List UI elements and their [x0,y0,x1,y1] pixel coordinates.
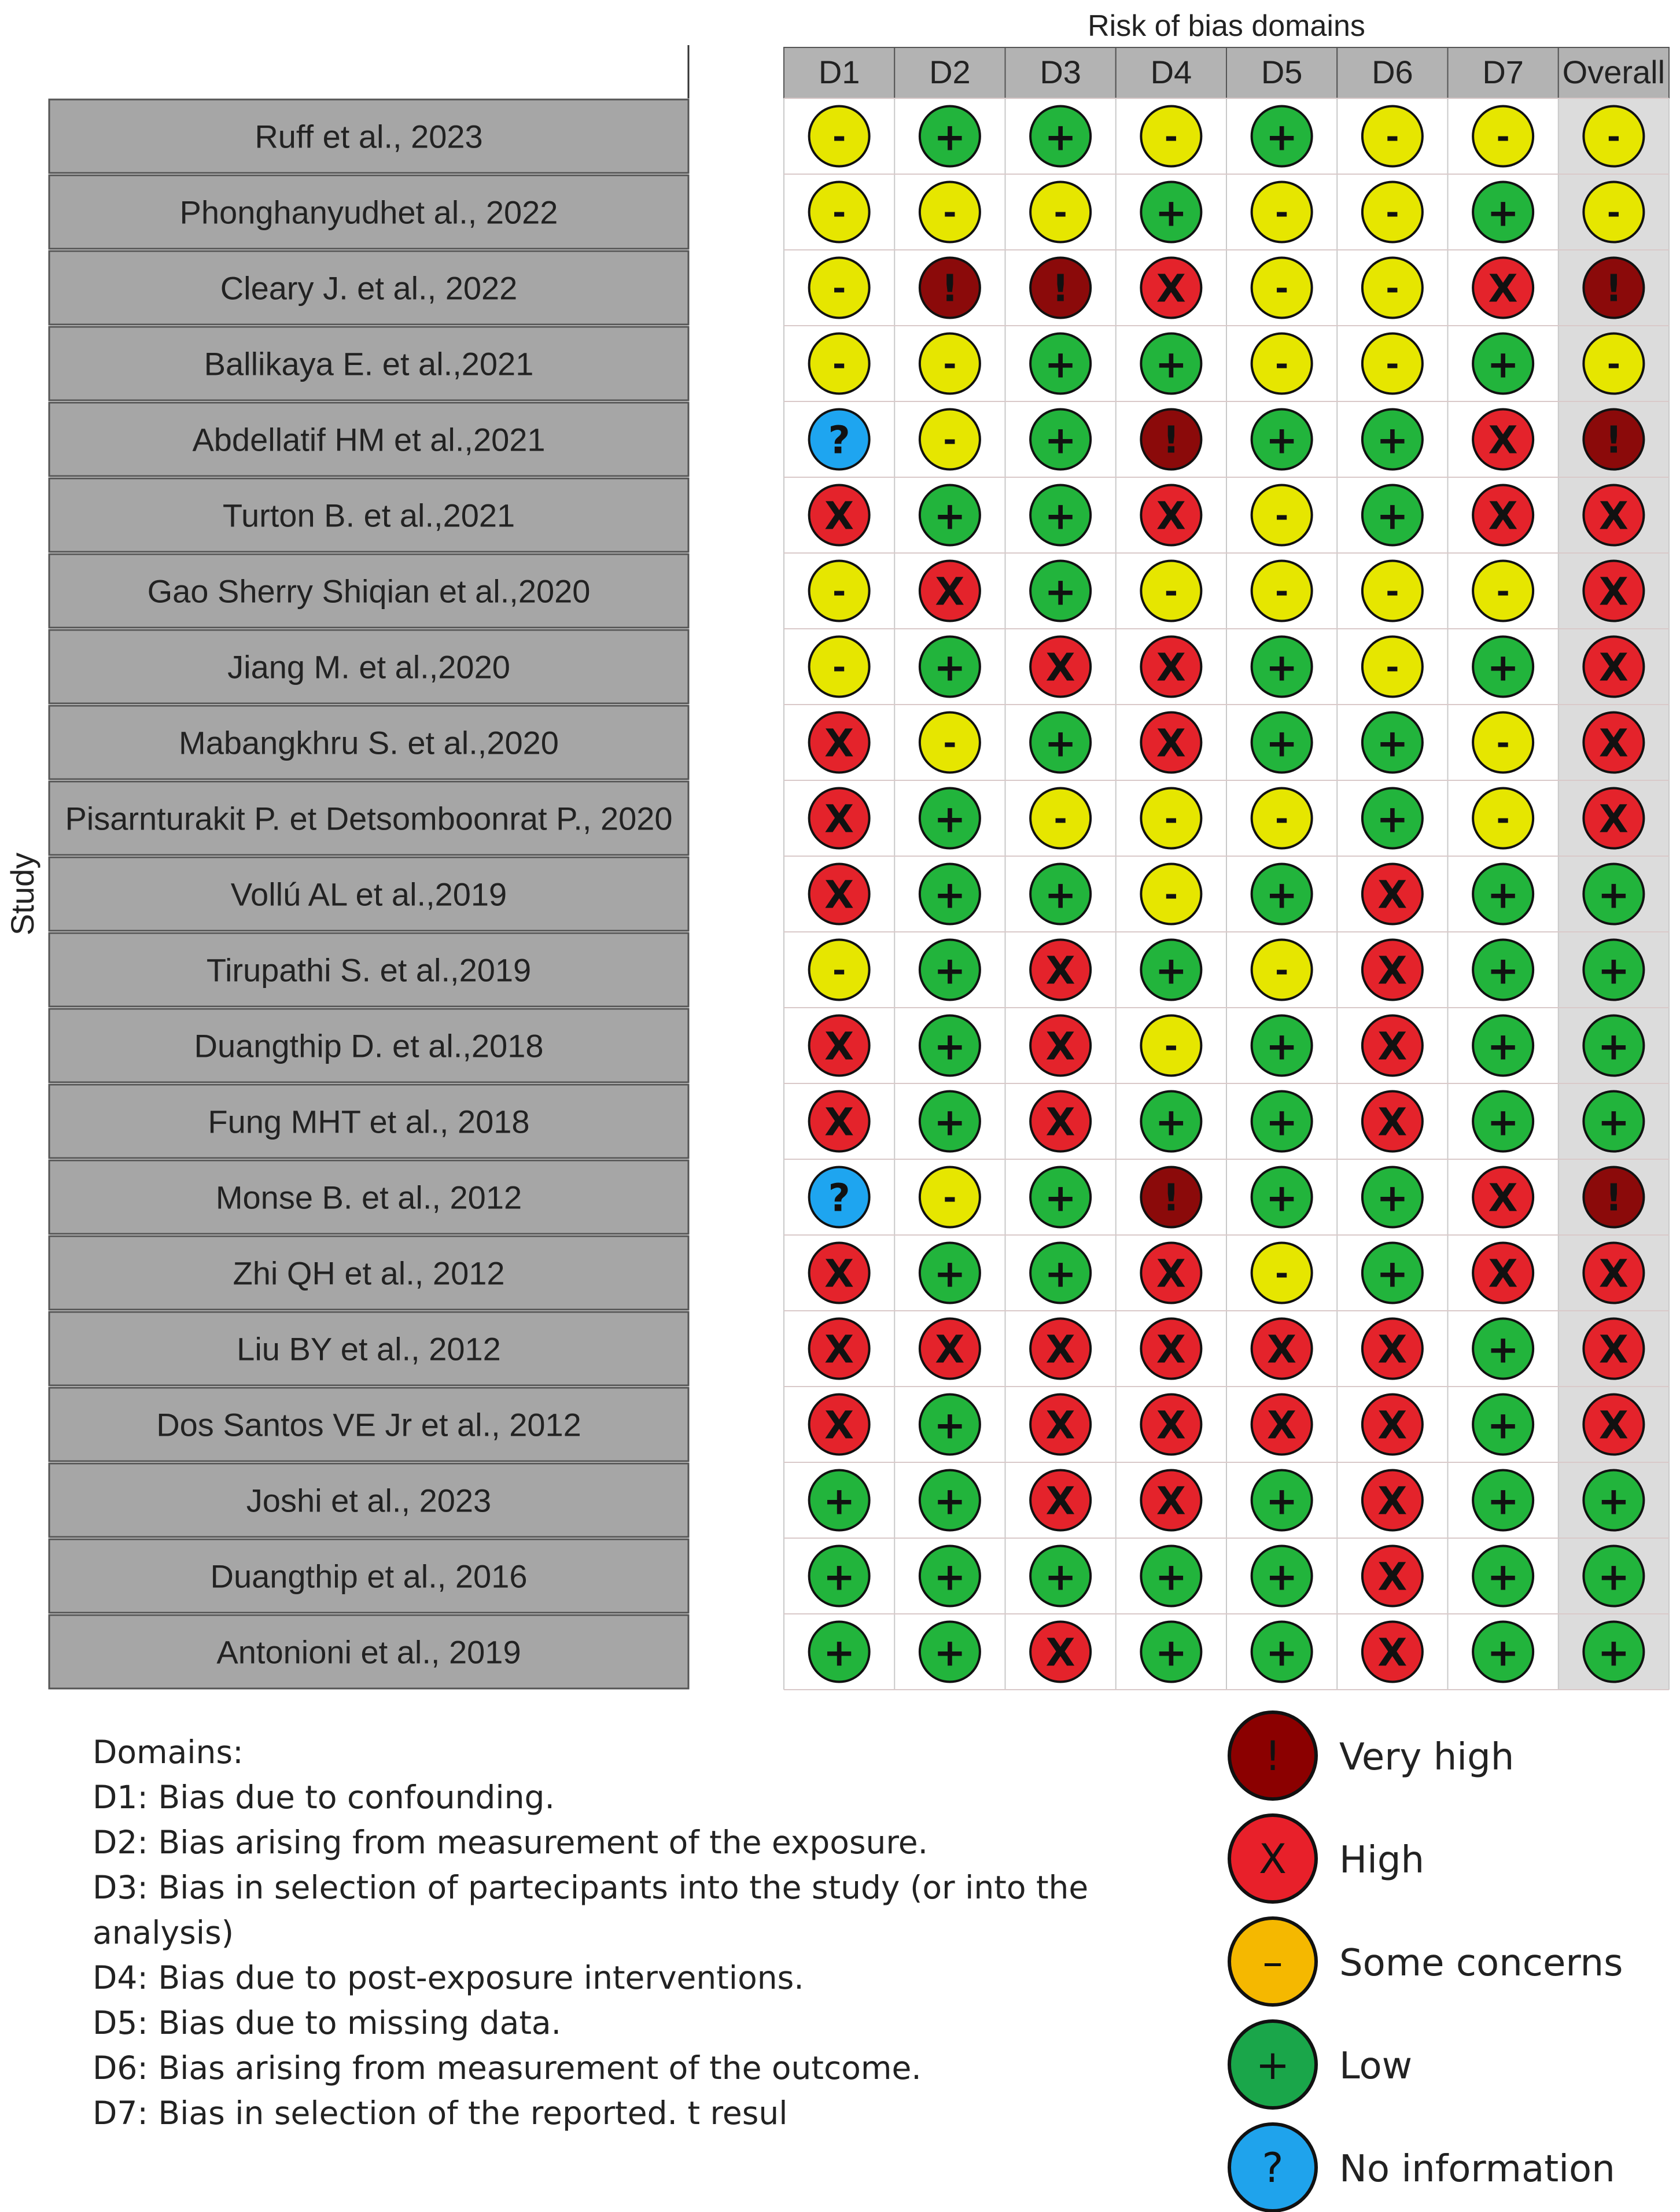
rating-symbol-low: + [934,1251,966,1296]
rating-symbol-high: X [1488,266,1518,311]
rating-symbol-low: + [934,493,966,539]
rating-symbol-veryhigh: ! [1162,1177,1180,1220]
rating-symbol-low: + [1265,1175,1298,1221]
study-label: Dos Santos VE Jr et al., 2012 [156,1406,581,1443]
study-label: Tirupathi S. et al.,2019 [206,952,532,989]
rating-symbol-high: X [824,797,854,842]
domain-line-3-cont: analysis) [93,1914,234,1951]
rating-symbol-some: - [1275,497,1289,535]
rating-symbol-high: X [824,1251,854,1296]
legend-symbol-noinfo: ? [1262,2144,1284,2192]
header-label-d7: D7 [1482,54,1524,90]
rating-symbol-high: X [1377,1024,1408,1069]
rating-symbol-low: + [1597,1479,1630,1524]
rating-symbol-low: + [934,1024,966,1069]
rating-symbol-high: X [824,1403,854,1448]
rating-symbol-some: - [1164,876,1178,914]
rating-symbol-high: X [1598,493,1629,539]
legend-symbol-low: + [1255,2041,1290,2089]
rating-symbol-some: - [832,573,846,611]
rating-symbol-high: X [1488,1175,1518,1221]
rating-symbol-some: - [1386,118,1399,156]
rating-symbol-low: + [1597,872,1630,917]
rating-symbol-high: X [1045,1100,1075,1145]
rating-symbol-some: - [1496,573,1510,611]
header-label-d2: D2 [929,54,971,90]
domain-line-3: D3: Bias in selection of partecipants into the study (or into the [93,1869,1089,1906]
rating-symbol-low: + [1044,1251,1077,1296]
study-label: Liu BY et al., 2012 [237,1330,501,1367]
rating-symbol-high: X [824,721,854,766]
legend-label-some: Some concerns [1339,1942,1623,1985]
rating-symbol-low: + [934,1479,966,1524]
rating-symbol-high: X [935,569,965,614]
rating-symbol-low: + [1044,1175,1077,1221]
rating-symbol-high: X [1377,948,1408,993]
rating-symbol-some: - [832,270,846,308]
rating-symbol-high: X [1377,1403,1408,1448]
rating-symbol-low: + [1487,1327,1519,1372]
rating-symbol-low: + [1265,418,1298,463]
study-label: Cleary J. et al., 2022 [220,270,518,307]
rating-symbol-low: + [1155,1100,1188,1145]
rating-symbol-high: X [1045,1403,1075,1448]
rating-symbol-some: - [1386,270,1399,308]
study-label: Turton B. et al.,2021 [222,497,515,534]
header-label-d1: D1 [818,54,860,90]
rating-symbol-some: - [1164,1027,1178,1066]
rating-symbol-high: X [1156,1403,1186,1448]
rating-symbol-some: - [1275,952,1289,990]
study-label: Mabangkhru S. et al.,2020 [179,724,559,761]
rating-symbol-low: + [1044,418,1077,463]
rating-symbol-low: + [934,115,966,160]
study-label: Vollú AL et al.,2019 [230,876,507,913]
legend-label-noinfo: No information [1339,2148,1615,2191]
rating-symbol-low: + [1265,115,1298,160]
rating-symbol-low: + [1597,1024,1630,1069]
rating-symbol-low: + [1155,342,1188,387]
rating-symbol-high: X [1377,1630,1408,1675]
rating-symbol-some: - [832,952,846,990]
rating-symbol-some: - [832,345,846,384]
rating-symbol-low: + [1487,1403,1519,1448]
rating-symbol-high: X [1377,1327,1408,1372]
rating-symbol-low: + [1265,872,1298,917]
rating-symbol-low: + [1155,1630,1188,1675]
study-label: Duangthip et al., 2016 [210,1558,528,1595]
rating-symbol-low: + [1376,1251,1409,1296]
rating-symbol-high: X [1156,493,1186,539]
header-label-d4: D4 [1150,54,1192,90]
rating-symbol-high: X [1488,418,1518,463]
legend-label-high: High [1339,1839,1425,1882]
rating-symbol-some: - [832,118,846,156]
rating-symbol-low: + [1487,1100,1519,1145]
domain-line-5: D5: Bias due to missing data. [93,2004,562,2041]
rating-symbol-high: X [1156,645,1186,690]
rating-symbol-some: - [1386,345,1399,384]
rating-symbol-high: X [1267,1403,1297,1448]
rating-symbol-veryhigh: ! [1605,419,1622,462]
rating-symbol-low: + [1487,948,1519,993]
study-label: Phonghanyudhet al., 2022 [179,194,558,231]
rating-symbol-some: - [1275,345,1289,384]
rating-symbol-low: + [1265,645,1298,690]
legend-symbol-veryhigh: ! [1264,1732,1281,1780]
rating-symbol-low: + [823,1479,856,1524]
rating-symbol-high: X [1045,1630,1075,1675]
rating-symbol-some: - [1386,194,1399,232]
domain-line-2: D2: Bias arising from measurement of the exposure. [93,1824,929,1861]
rating-symbol-low: + [1044,1554,1077,1599]
rating-symbol-low: + [1487,190,1519,235]
rating-symbol-low: + [1044,493,1077,539]
rating-symbol-low: + [1487,1024,1519,1069]
rating-symbol-some: - [1164,573,1178,611]
rating-symbol-noinfo: ? [828,418,850,463]
rating-symbol-high: X [1598,645,1629,690]
study-label: Joshi et al., 2023 [246,1482,492,1519]
legend-label-veryhigh: Very high [1339,1736,1515,1779]
rating-symbol-high: X [1156,1479,1186,1524]
rating-symbol-some: - [1496,118,1510,156]
header-label-d5: D5 [1261,54,1303,90]
rating-symbol-low: + [1155,190,1188,235]
rating-symbol-high: X [824,1327,854,1372]
rating-symbol-high: X [1156,1251,1186,1296]
rating-symbol-some: - [1496,724,1510,762]
rating-symbol-high: X [1156,1327,1186,1372]
rating-symbol-high: X [1598,1403,1629,1448]
rating-symbol-low: + [1044,721,1077,766]
rating-symbol-veryhigh: ! [1052,267,1069,311]
study-label: Jiang M. et al.,2020 [227,648,510,685]
rating-symbol-high: X [1045,1024,1075,1069]
rating-symbol-some: - [1053,800,1067,838]
study-label: Fung MHT et al., 2018 [208,1103,530,1140]
rating-symbol-some: - [1275,800,1289,838]
domain-line-4: D4: Bias due to post-exposure interventions. [93,1959,804,1996]
study-label: Gao Sherry Shiqian et al.,2020 [147,573,591,610]
rating-symbol-some: - [943,345,957,384]
rating-symbol-low: + [1487,645,1519,690]
rating-symbol-high: X [1045,645,1075,690]
rating-symbol-some: - [1275,1255,1289,1293]
legend-symbol-some: – [1262,1938,1283,1986]
rating-symbol-some: - [943,421,957,459]
rating-symbol-high: X [1377,1100,1408,1145]
rating-symbol-high: X [824,872,854,917]
rating-symbol-high: X [1488,493,1518,539]
rating-symbol-low: + [1265,721,1298,766]
rating-symbol-some: - [1496,800,1510,838]
rating-symbol-low: + [934,797,966,842]
rating-symbol-low: + [934,1554,966,1599]
rating-symbol-low: + [1487,342,1519,387]
rating-symbol-high: X [1377,1554,1408,1599]
domain-line-7: D7: Bias in selection of the reported. t resul [93,2095,788,2132]
rating-symbol-high: X [1598,569,1629,614]
study-label: Ballikaya E. et al.,2021 [204,345,534,382]
rating-symbol-high: X [824,1100,854,1145]
rating-symbol-veryhigh: ! [1605,267,1622,311]
rating-symbol-high: X [1045,1479,1075,1524]
rating-symbol-low: + [1376,1175,1409,1221]
rating-symbol-low: + [1597,1630,1630,1675]
rating-symbol-low: + [1044,342,1077,387]
rating-symbol-low: + [1265,1630,1298,1675]
rating-symbol-some: - [1386,573,1399,611]
rating-symbol-low: + [1597,948,1630,993]
rating-symbol-some: - [1053,194,1067,232]
legend-symbol-high: X [1259,1835,1287,1883]
rating-symbol-low: + [1265,1100,1298,1145]
rating-symbol-some: - [832,648,846,687]
rating-symbol-high: X [1045,1327,1075,1372]
rating-symbol-low: + [1044,872,1077,917]
rating-symbol-low: + [1376,721,1409,766]
rating-symbol-low: + [934,948,966,993]
domain-line-6: D6: Bias arising from measurement of the outcome. [93,2049,922,2086]
study-label: Abdellatif HM et al.,2021 [192,421,546,458]
y-axis-label: Study [4,852,40,936]
rating-symbol-some: - [943,724,957,762]
rating-symbol-some: - [1607,194,1620,232]
rating-symbol-low: + [1155,1554,1188,1599]
rating-symbol-some: - [1386,648,1399,687]
chart-title: Risk of bias domains [1088,9,1365,43]
rating-symbol-low: + [1044,569,1077,614]
study-label: Zhi QH et al., 2012 [233,1255,505,1292]
rating-symbol-some: - [943,1179,957,1217]
rating-symbol-high: X [824,493,854,539]
rating-symbol-low: + [934,872,966,917]
rating-symbol-high: X [1377,872,1408,917]
rating-symbol-low: + [823,1554,856,1599]
rating-symbol-some: - [1275,270,1289,308]
rating-symbol-high: X [1598,797,1629,842]
study-label: Pisarnturakit P. et Detsomboonrat P., 2020 [65,800,673,837]
rating-symbol-some: - [1164,800,1178,838]
rating-symbol-low: + [1597,1554,1630,1599]
rating-symbol-low: + [1155,948,1188,993]
rating-symbol-low: + [934,1100,966,1145]
rating-symbol-low: + [1265,1479,1298,1524]
header-label-d6: D6 [1372,54,1413,90]
domains-notes [93,1730,1134,2136]
rating-symbol-high: X [1377,1479,1408,1524]
domains-heading: Domains: [93,1734,244,1771]
rating-symbol-low: + [1487,872,1519,917]
rating-symbol-veryhigh: ! [941,267,959,311]
study-label: Ruff et al., 2023 [255,118,483,155]
rating-symbol-low: + [1597,1100,1630,1145]
rating-symbol-some: - [1275,194,1289,232]
rating-symbol-high: X [1598,721,1629,766]
rating-symbol-low: + [1487,1630,1519,1675]
rating-symbol-some: - [1607,118,1620,156]
rating-symbol-low: + [1265,1554,1298,1599]
rating-symbol-low: + [823,1630,856,1675]
study-label: Monse B. et al., 2012 [215,1179,522,1216]
rating-symbol-low: + [934,1630,966,1675]
rating-symbol-low: + [934,645,966,690]
rating-symbol-veryhigh: ! [1162,419,1180,462]
legend-label-low: Low [1339,2045,1413,2088]
rating-symbol-high: X [824,1024,854,1069]
rating-symbol-low: + [1487,1479,1519,1524]
rating-symbol-low: + [1265,1024,1298,1069]
rating-symbol-high: X [935,1327,965,1372]
rating-symbol-low: + [1044,115,1077,160]
header-label-d3: D3 [1040,54,1081,90]
rating-symbol-noinfo: ? [828,1175,850,1221]
rating-symbol-high: X [1267,1327,1297,1372]
rating-symbol-high: X [1156,721,1186,766]
rating-symbol-veryhigh: ! [1605,1177,1622,1220]
rating-symbol-high: X [1598,1251,1629,1296]
rating-symbol-some: - [1275,573,1289,611]
rating-symbol-high: X [1045,948,1075,993]
rating-symbol-high: X [1156,266,1186,311]
rating-symbol-low: + [1487,1554,1519,1599]
header-label-overall: Overall [1562,54,1666,90]
rating-symbol-some: - [832,194,846,232]
rating-symbol-some: - [1607,345,1620,384]
rating-symbol-low: + [934,1403,966,1448]
rating-symbol-some: - [943,194,957,232]
rating-symbol-low: + [1376,493,1409,539]
rating-symbol-high: X [1598,1327,1629,1372]
study-label: Duangthip D. et al.,2018 [194,1027,544,1064]
rating-symbol-high: X [1488,1251,1518,1296]
study-label: Antonioni et al., 2019 [216,1634,521,1671]
domain-line-1: D1: Bias due to confounding. [93,1779,555,1816]
rating-symbol-low: + [1376,797,1409,842]
rating-symbol-some: - [1164,118,1178,156]
rating-symbol-low: + [1376,418,1409,463]
